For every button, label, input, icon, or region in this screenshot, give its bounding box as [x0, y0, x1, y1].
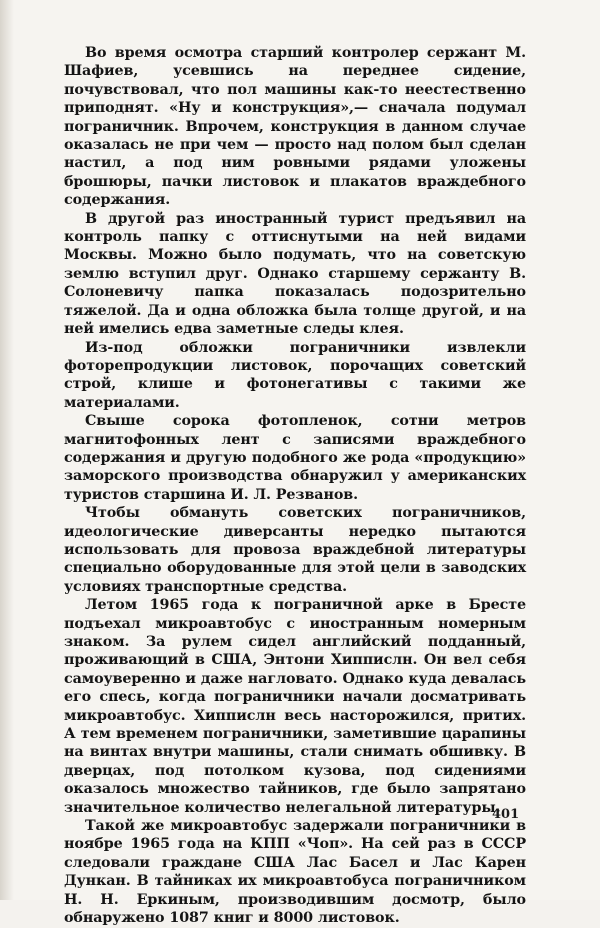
paragraph-folder: В другой раз иностранный турист предъявил на контроль папку с оттиснутыми на ней видами Москвы. Можно было подумать, что на советскую землю вступил друг. Однако старшему сержанту В. Солоневичу папка показалась подозрительно тяжелой. Да и одна обложка была толще другой, и на ней имелись едва заметные следы клея. — [64, 210, 526, 338]
paragraph-brest-minibus: Летом 1965 года к пограничной арке в Бресте подъехал микроавтобус с иностранным номерным знаком. За рулем сидел английский подданный, проживающий в США, Энтони Хиппислн. Он вел себя самоуверенно и даже нагловато. Однако куда девалась его спесь, когда пограничники начали досматривать микроавтобус. Хиппислн весь насторожился, притих. А тем временем пограничники, заметившие царапины на винтах внутри машины, стали снимать обшивку. В дверцах, под потолком кузова, под сидениями оказалось множество тайников, где было запрятано значительное количество нелегальной литературы. — [64, 597, 526, 816]
page-binding-shadow — [0, 0, 14, 900]
body-text — [64, 44, 526, 928]
paragraph-photofilms: Свыше сорока фотопленок, сотни метров магнитофонных лент с записями враждебного содержания и другую подобного же рода «продукцию» заморского производства обнаружил у американских туристов старшина И. Л. Резванов. — [64, 413, 526, 503]
paragraph-chop-checkpoint: Такой же микроавтобус задержали пограничники в ноябре 1965 года на КПП «Чоп». На сей раз в СССР следовали граждане США Лас Басел и Лас Карен Дункан. В тайниках их микроавтобуса пограничником Н. Н. Еркиным, производившим досмотр, было обнаружено 1087 книг и 8000 листовок. — [64, 818, 526, 927]
page-number: 401 — [492, 807, 520, 822]
paragraph-ideological-saboteurs: Чтобы обмануть советских пограничников, идеологические диверсанты нередко пытаются использовать для провоза враждебной литературы специально оборудованные для этой цели в заводских условиях транспортные средства. — [64, 505, 526, 595]
paragraph-shafiev: Во время осмотра старший контролер сержант М. Шафиев, усевшись на переднее сидение, почувствовал, что пол машины как-то неестественно приподнят. «Ну и конструкция»,— сначала подумал пограничник. Впрочем, конструкция в данном случае оказалась не при чем — просто над полом был сделан настил, а под ним ровными рядами уложены брошюры, пачки листовок и плакатов враждебного содержания. — [64, 45, 526, 209]
paragraph-photoreproductions: Из-под обложки пограничники извлекли фоторепродукции листовок, порочащих советский строй, клише и фотонегативы с такими же материалами. — [64, 339, 526, 411]
